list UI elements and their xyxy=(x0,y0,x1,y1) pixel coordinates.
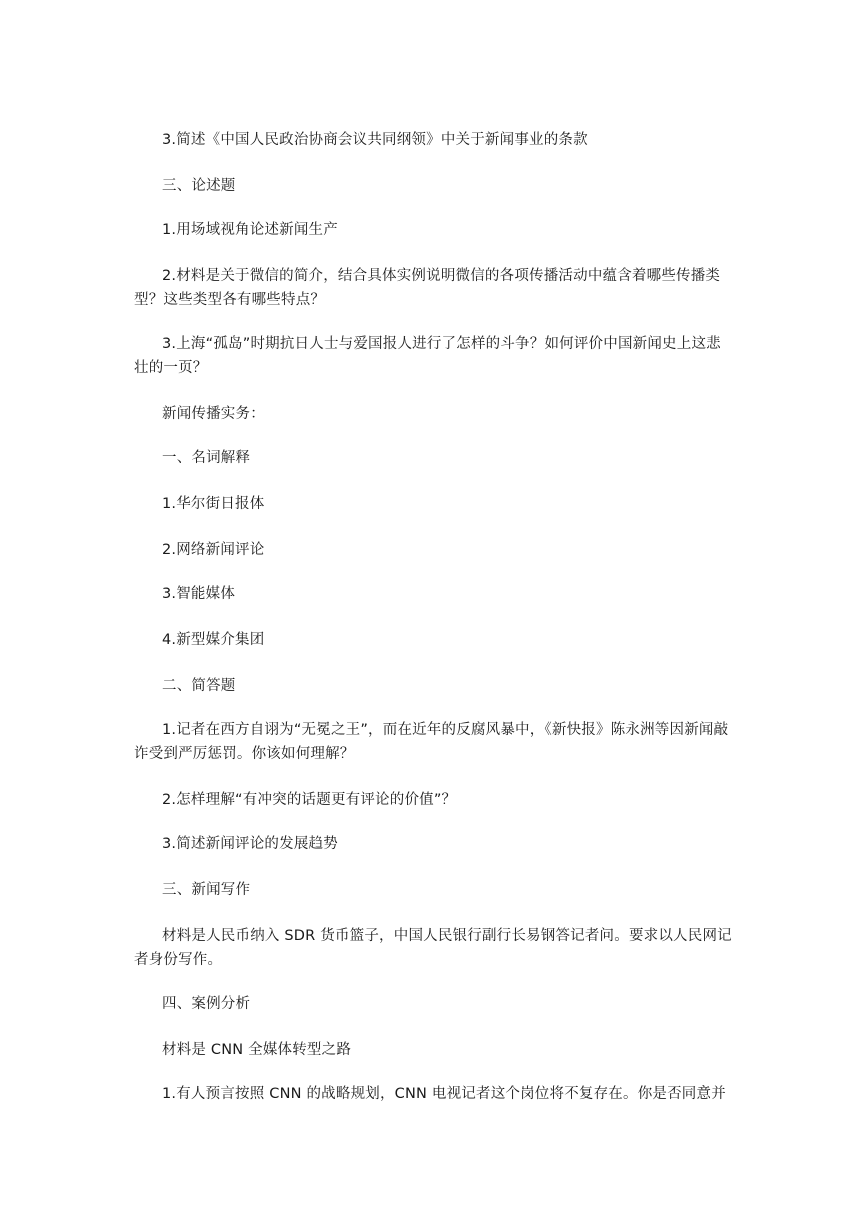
paragraph-case-material: 材料是 CNN 全媒体转型之路 xyxy=(162,1042,352,1058)
paragraph-essay-2: 2.材料是关于微信的简介，结合具体实例说明微信的各项传播活动中蕴含着哪些传播类型？这些类型各有哪些特点？ xyxy=(134,268,721,308)
paragraph-term-3: 3.智能媒体 xyxy=(162,586,236,602)
paragraph-term-4: 4.新型媒介集团 xyxy=(162,632,265,648)
heading-term-explanation: 一、名词解释 xyxy=(162,450,251,466)
section-title-practice: 新闻传播实务： xyxy=(162,406,265,422)
heading-case-analysis: 四、案例分析 xyxy=(162,996,251,1012)
paragraph-question-3-common-program: 3.简述《中国人民政治协商会议共同纲领》中关于新闻事业的条款 xyxy=(162,132,588,148)
paragraph-short-answer-3: 3.简述新闻评论的发展趋势 xyxy=(162,836,338,852)
paragraph-case-question-1: 1.有人预言按照 CNN 的战略规划，CNN 电视记者这个岗位将不复存在。你是否同意并 xyxy=(162,1086,726,1102)
heading-essay-questions: 三、论述题 xyxy=(162,178,236,194)
paragraph-term-1: 1.华尔街日报体 xyxy=(162,496,265,512)
paragraph-essay-1: 1.用场域视角论述新闻生产 xyxy=(162,222,338,238)
heading-news-writing: 三、新闻写作 xyxy=(162,882,251,898)
paragraph-short-answer-1: 1.记者在西方自诩为“无冕之王”，而在近年的反腐风暴中，《新快报》陈永洲等因新闻敲诈受到严厉惩罚。你该如何理解？ xyxy=(134,722,729,762)
paragraph-news-writing-material: 材料是人民币纳入 SDR 货币篮子，中国人民银行副行长易钢答记者问。要求以人民网记者身份写作。 xyxy=(134,928,732,968)
paragraph-essay-3: 3.上海“孤岛”时期抗日人士与爱国报人进行了怎样的斗争？如何评价中国新闻史上这悲壮的一页？ xyxy=(134,336,721,376)
paragraph-term-2: 2.网络新闻评论 xyxy=(162,542,265,558)
heading-short-answer: 二、简答题 xyxy=(162,678,236,694)
paragraph-short-answer-2: 2.怎样理解“有冲突的话题更有评论的价值”？ xyxy=(162,792,457,808)
